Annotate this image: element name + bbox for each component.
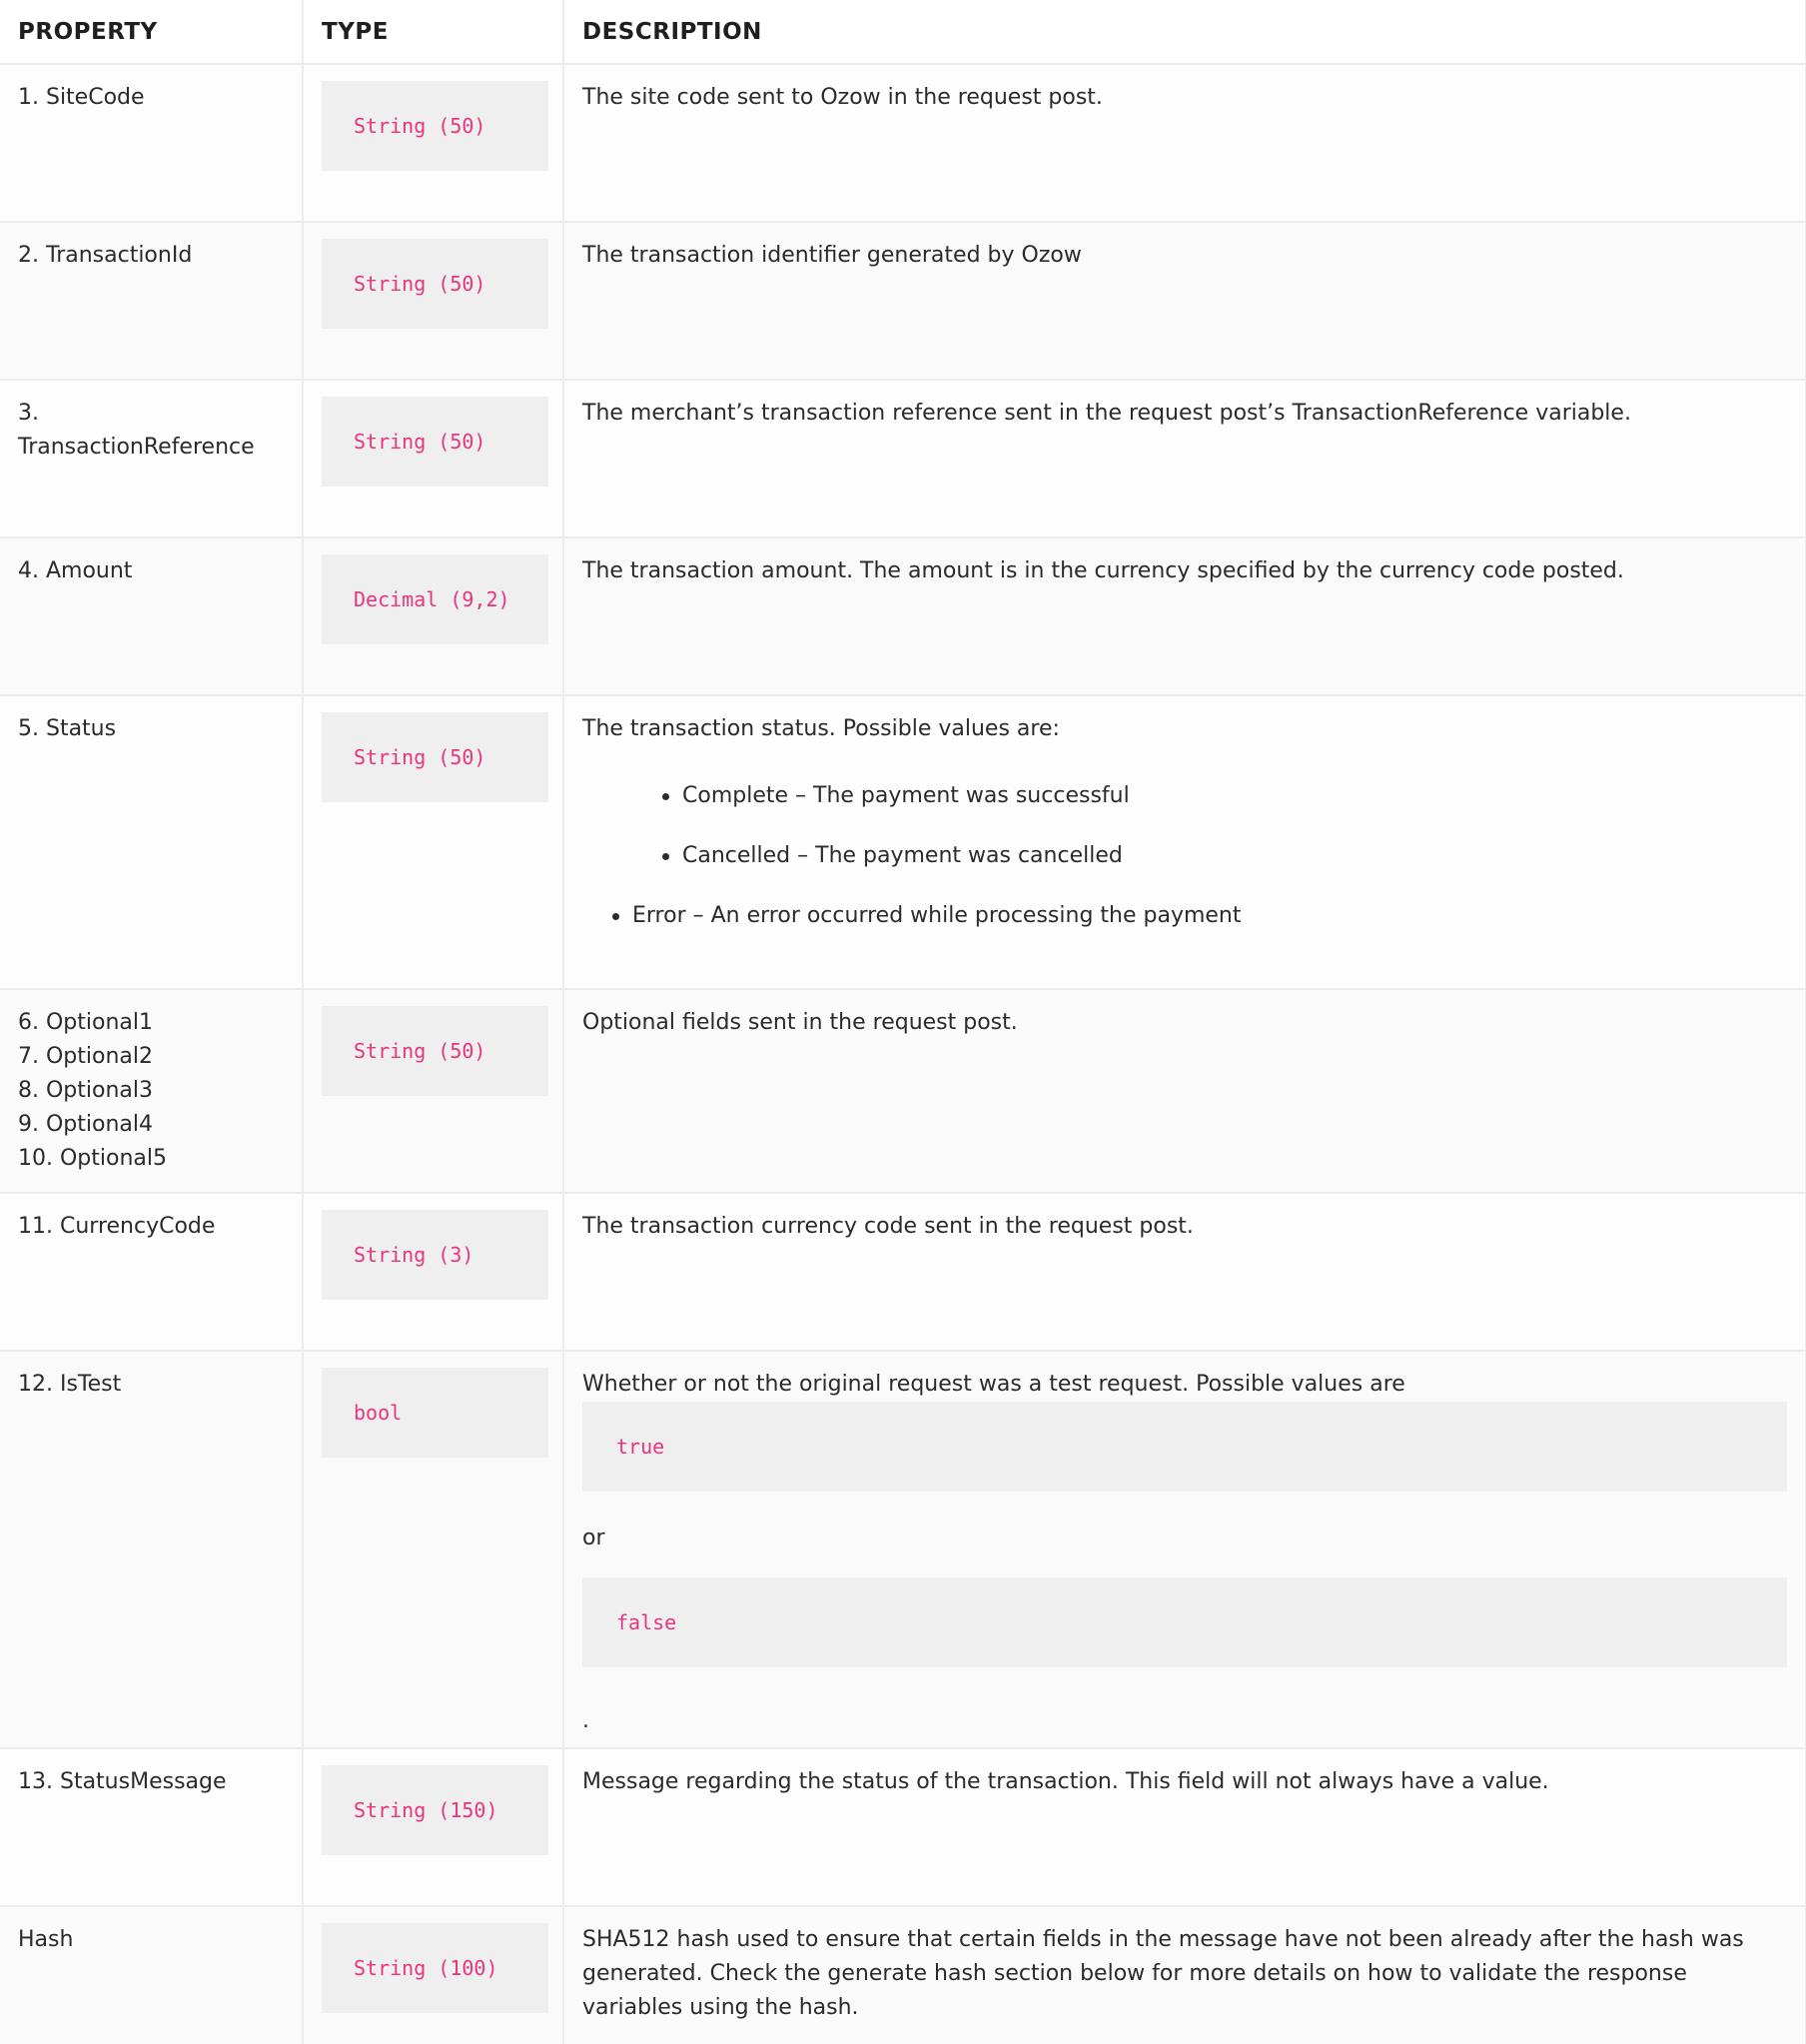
- property-line: 7. Optional2: [18, 1044, 153, 1069]
- description-text: The transaction status. Possible values are:: [582, 716, 1060, 741]
- property-cell: Hash: [0, 1906, 303, 2044]
- description-cell: [563, 1351, 1806, 1748]
- type-cell: [303, 64, 563, 222]
- description-cell: The site code sent to Ozow in the request post.: [563, 64, 1806, 222]
- header-type: TYPE: [303, 0, 563, 64]
- status-values-list: [582, 766, 1787, 946]
- trailing-text: .: [582, 1708, 589, 1733]
- property-cell: 4. Amount: [0, 537, 303, 695]
- property-cell: 5. Status: [0, 695, 303, 989]
- type-code: String (50): [322, 239, 548, 329]
- type-cell: [303, 1351, 563, 1748]
- property-cell: [0, 989, 303, 1193]
- description-cell: The transaction amount. The amount is in the currency specified by the currency code posted.: [563, 537, 1806, 695]
- or-text: or: [582, 1526, 605, 1550]
- code-value-true: true: [582, 1402, 1787, 1492]
- description-text: Whether or not the original request was a test request. Possible values are: [582, 1372, 1405, 1397]
- type-code: String (100): [322, 1923, 548, 2013]
- property-line: 8. Optional3: [18, 1078, 153, 1103]
- property-line: 9. Optional4: [18, 1112, 153, 1137]
- table-row: [0, 380, 1806, 537]
- property-cell: 11. CurrencyCode: [0, 1193, 303, 1351]
- type-cell: [303, 989, 563, 1193]
- property-line: TransactionReference: [18, 435, 255, 460]
- type-cell: [303, 537, 563, 695]
- description-cell: The merchant’s transaction reference sent in the request post’s TransactionReference variable.: [563, 380, 1806, 537]
- type-cell: [303, 380, 563, 537]
- property-line: 3.: [18, 401, 39, 426]
- table-header-row: [0, 0, 1806, 64]
- table-row: [0, 64, 1806, 222]
- header-description: DESCRIPTION: [563, 0, 1806, 64]
- type-code: String (50): [322, 712, 548, 802]
- description-cell: SHA512 hash used to ensure that certain fields in the message have not been already after the hash was generated. Check the generate hash section below for more details on how to validate the response variables using the hash.: [563, 1906, 1806, 2044]
- description-cell: Optional fields sent in the request post.: [563, 989, 1806, 1193]
- type-cell: [303, 222, 563, 380]
- property-line: 6. Optional1: [18, 1010, 153, 1035]
- property-cell: 2. TransactionId: [0, 222, 303, 380]
- list-item: Error – An error occurred while processing the payment: [582, 886, 1787, 946]
- type-code: String (50): [322, 397, 548, 487]
- table-row: [0, 1748, 1806, 1906]
- type-code: bool: [322, 1368, 548, 1458]
- type-code: String (50): [322, 1006, 548, 1096]
- table-row: [0, 222, 1806, 380]
- type-cell: [303, 695, 563, 989]
- code-value-false: false: [582, 1577, 1787, 1667]
- header-property: PROPERTY: [0, 0, 303, 64]
- property-line: 10. Optional5: [18, 1146, 167, 1171]
- description-cell: The transaction identifier generated by Ozow: [563, 222, 1806, 380]
- table-row: [0, 1351, 1806, 1748]
- type-cell: [303, 1193, 563, 1351]
- list-item: Complete – The payment was successful: [582, 766, 1787, 826]
- type-code: String (150): [322, 1765, 548, 1855]
- table-row: [0, 1193, 1806, 1351]
- type-code: String (3): [322, 1210, 548, 1300]
- type-code: Decimal (9,2): [322, 554, 548, 644]
- type-cell: [303, 1748, 563, 1906]
- description-cell: The transaction currency code sent in the request post.: [563, 1193, 1806, 1351]
- table-row: [0, 1906, 1806, 2044]
- property-cell: [0, 380, 303, 537]
- property-cell: 12. IsTest: [0, 1351, 303, 1748]
- type-cell: [303, 1906, 563, 2044]
- list-item: Cancelled – The payment was cancelled: [582, 826, 1787, 886]
- table-row: [0, 695, 1806, 989]
- table-row: [0, 537, 1806, 695]
- property-cell: 1. SiteCode: [0, 64, 303, 222]
- description-cell: [563, 695, 1806, 989]
- description-cell: Message regarding the status of the transaction. This field will not always have a value.: [563, 1748, 1806, 1906]
- property-cell: 13. StatusMessage: [0, 1748, 303, 1906]
- table-row: [0, 989, 1806, 1193]
- type-code: String (50): [322, 81, 548, 171]
